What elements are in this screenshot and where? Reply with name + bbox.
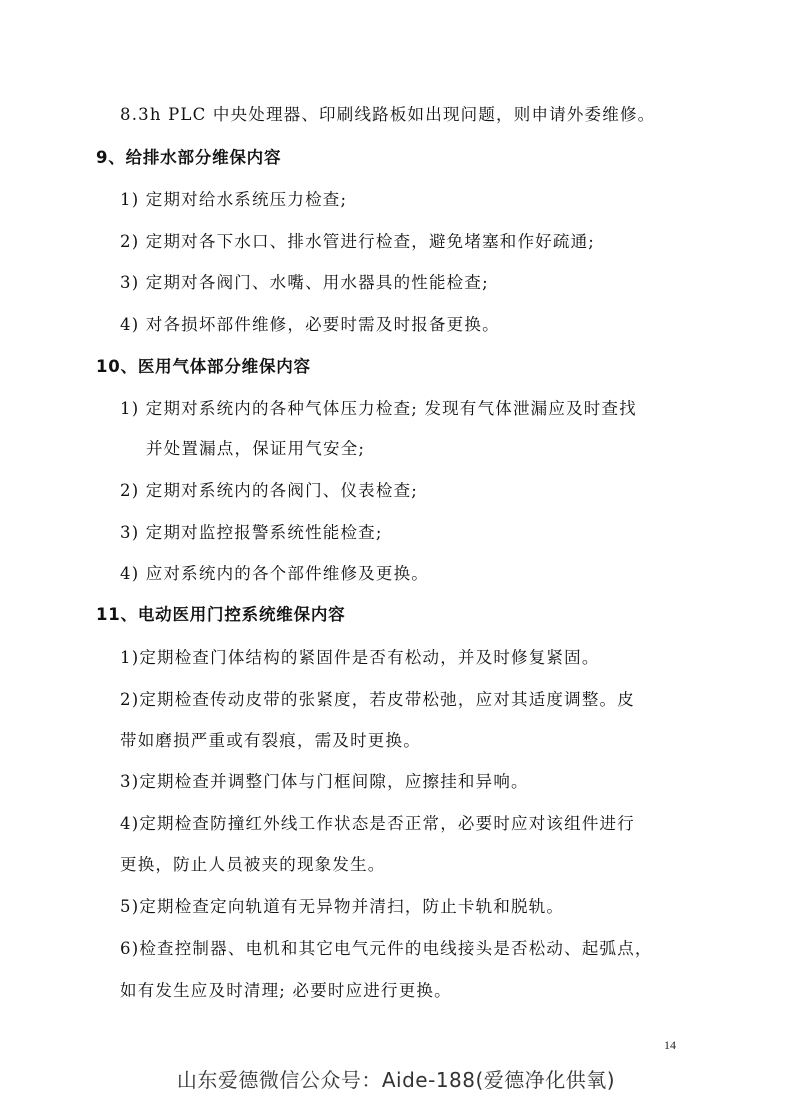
section-11-line: 3)定期检查并调整门体与门框间隙，应擦挂和异响。: [120, 772, 529, 791]
section-10-heading: 10、医用气体部分维保内容: [96, 357, 311, 376]
section-9-item: 4) 对各损坏部件维修，必要时需及时报备更换。: [120, 315, 500, 334]
section-9-item: 1) 定期对给水系统压力检查;: [120, 190, 348, 209]
section-10-item: 4) 应对系统内的各个部件维修及更换。: [120, 564, 429, 583]
section-11-line: 4)定期检查防撞红外线工作状态是否正常，必要时应对该组件进行: [120, 814, 635, 833]
section-11-line: 如有发生应及时清理; 必要时应进行更换。: [120, 981, 452, 1000]
section-11-heading: 11、电动医用门控系统维保内容: [96, 605, 346, 624]
section-11-line: 更换，防止人员被夹的现象发生。: [120, 855, 386, 874]
section-11-line: 2)定期检查传动皮带的张紧度，若皮带松弛，应对其适度调整。皮: [120, 690, 635, 709]
section-10-item: 3) 定期对监控报警系统性能检查;: [120, 523, 383, 542]
page-number: 14: [664, 1038, 676, 1052]
section-10-item-continuation: 并处置漏点，保证用气安全;: [146, 439, 366, 458]
section-11-line: 5)定期检查定向轨道有无异物并清扫，防止卡轨和脱轨。: [120, 897, 565, 916]
section-9-item: 3) 定期对各阀门、水嘴、用水器具的性能检查;: [120, 273, 489, 292]
section-10-item: 2) 定期对系统内的各阀门、仪表检查;: [120, 481, 419, 500]
intro-line: 8.3h PLC 中央处理器、印刷线路板如出现问题，则申请外委维修。: [120, 105, 656, 124]
footer-watermark: 山东爱德微信公众号：Aide-188(爱德净化供氧): [176, 1068, 616, 1092]
section-9-item: 2) 定期对各下水口、排水管进行检查，避免堵塞和作好疏通;: [120, 232, 596, 251]
section-11-line: 1)定期检查门体结构的紧固件是否有松动，并及时修复紧固。: [120, 648, 600, 667]
section-9-heading: 9、给排水部分维保内容: [96, 148, 282, 167]
section-10-item: 1) 定期对系统内的各种气体压力检查; 发现有气体泄漏应及时查找: [120, 399, 637, 418]
section-11-line: 6)检查控制器、电机和其它电气元件的电线接头是否松动、起弧点，: [120, 939, 653, 958]
section-11-line: 带如磨损严重或有裂痕，需及时更换。: [120, 731, 421, 750]
